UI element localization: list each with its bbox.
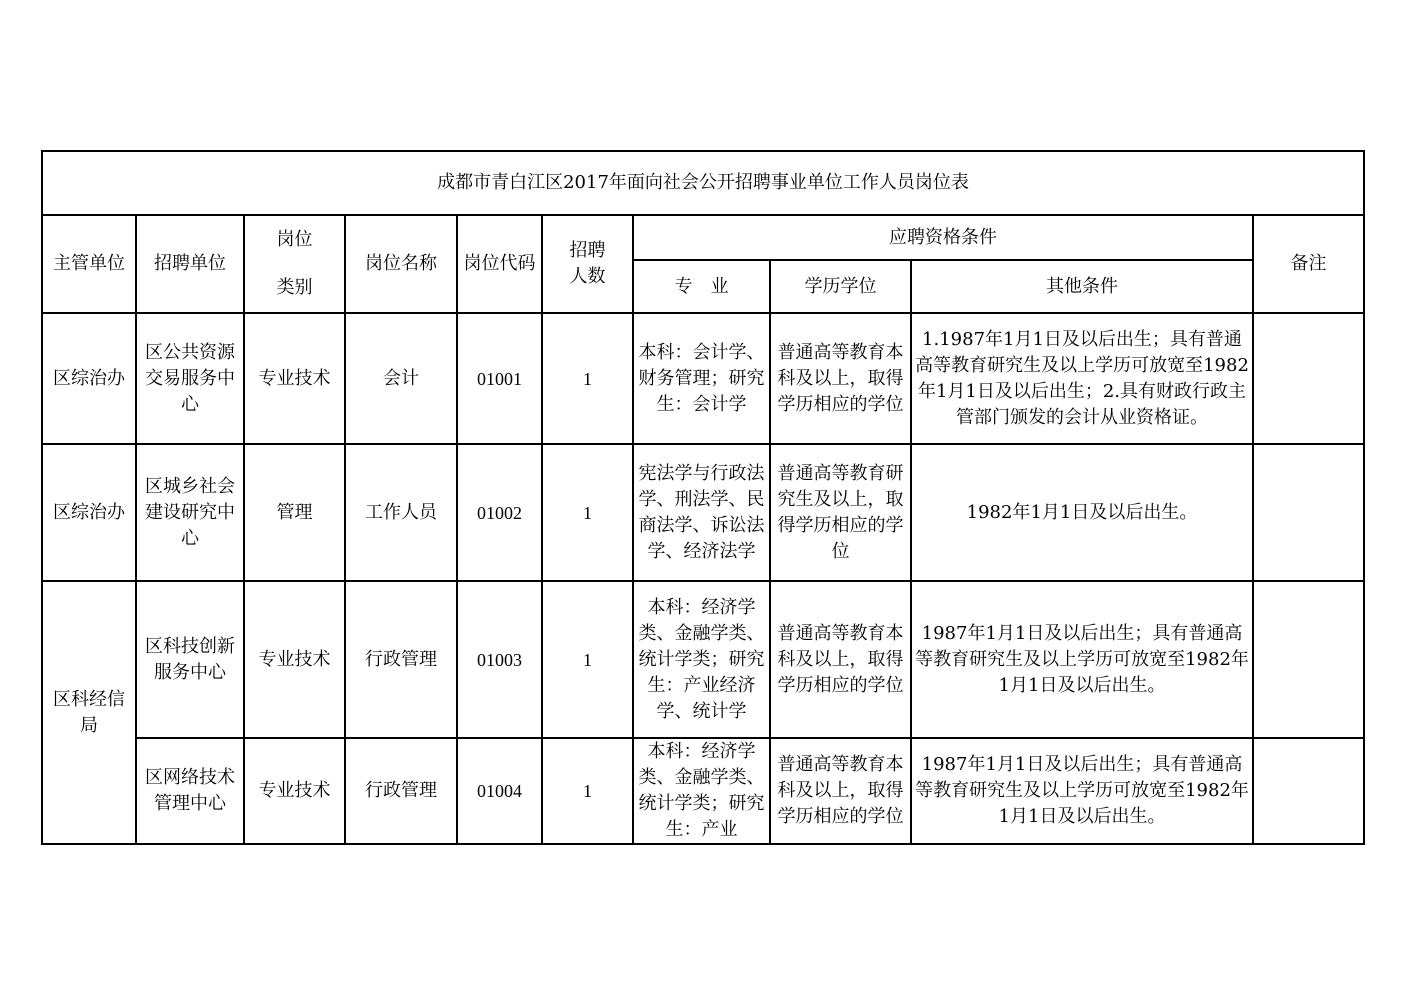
cell-major: 本科：会计学、财务管理；研究生：会计学 — [633, 313, 770, 444]
cell-post-name: 工作人员 — [345, 444, 457, 581]
cell-unit: 区网络技术管理中心 — [136, 738, 244, 844]
cell-supervisor: 区科经信局 — [42, 581, 136, 844]
cell-other: 1987年1月1日及以后出生；具有普通高等教育研究生及以上学历可放宽至1982年1月1日及以后出生。 — [911, 738, 1253, 844]
cell-remarks — [1253, 738, 1364, 844]
header-qualifications: 应聘资格条件 — [633, 215, 1253, 260]
cell-post-code: 01003 — [457, 581, 542, 738]
header-category — [244, 215, 345, 313]
cell-unit: 区科技创新服务中心 — [136, 581, 244, 738]
cell-count: 1 — [542, 581, 633, 738]
cell-unit: 区城乡社会建设研究中心 — [136, 444, 244, 581]
cell-count: 1 — [542, 313, 633, 444]
cell-remarks — [1253, 581, 1364, 738]
cell-post-name: 行政管理 — [345, 738, 457, 844]
cell-category: 专业技术 — [244, 581, 345, 738]
cell-supervisor: 区综治办 — [42, 313, 136, 444]
cell-remarks — [1253, 444, 1364, 581]
cell-post-code: 01002 — [457, 444, 542, 581]
header-other: 其他条件 — [911, 260, 1253, 313]
table-row — [42, 313, 1364, 444]
header-remarks: 备注 — [1253, 215, 1364, 313]
header-supervisor: 主管单位 — [42, 215, 136, 313]
header-unit: 招聘单位 — [136, 215, 244, 313]
cell-post-name: 会计 — [345, 313, 457, 444]
header-education: 学历学位 — [770, 260, 911, 313]
cell-category: 专业技术 — [244, 313, 345, 444]
cell-category: 管理 — [244, 444, 345, 581]
cell-education: 普通高等教育研究生及以上，取得学历相应的学位 — [770, 444, 911, 581]
cell-education: 普通高等教育本科及以上，取得学历相应的学位 — [770, 581, 911, 738]
cell-major: 本科：经济学类、金融学类、统计学类；研究生：产业 — [633, 738, 770, 844]
cell-other: 1987年1月1日及以后出生；具有普通高等教育研究生及以上学历可放宽至1982年1月1日及以后出生。 — [911, 581, 1253, 738]
cell-post-code: 01001 — [457, 313, 542, 444]
cell-supervisor: 区综治办 — [42, 444, 136, 581]
cell-major: 本科：经济学类、金融学类、统计学类；研究生：产业经济学、统计学 — [633, 581, 770, 738]
cell-category: 专业技术 — [244, 738, 345, 844]
cell-education: 普通高等教育本科及以上，取得学历相应的学位 — [770, 313, 911, 444]
header-post-name: 岗位名称 — [345, 215, 457, 313]
header-category-line2: 类别 — [276, 277, 313, 298]
cell-count: 1 — [542, 444, 633, 581]
table-row — [42, 444, 1364, 581]
header-count-line1: 招聘 — [569, 240, 606, 261]
cell-major: 宪法学与行政法学、刑法学、民商法学、诉讼法学、经济法学 — [633, 444, 770, 581]
table-row — [42, 581, 1364, 738]
cell-post-name: 行政管理 — [345, 581, 457, 738]
header-count — [542, 215, 633, 313]
cell-education: 普通高等教育本科及以上，取得学历相应的学位 — [770, 738, 911, 844]
header-category-line1: 岗位 — [276, 229, 313, 250]
cell-post-code: 01004 — [457, 738, 542, 844]
cell-other: 1.1987年1月1日及以后出生；具有普通高等教育研究生及以上学历可放宽至1982年1月1日及以后出生；2.具有财政行政主管部门颁发的会计从业资格证。 — [911, 313, 1253, 444]
cell-count: 1 — [542, 738, 633, 844]
header-major: 专 业 — [633, 260, 770, 313]
cell-remarks — [1253, 313, 1364, 444]
table-title: 成都市青白江区2017年面向社会公开招聘事业单位工作人员岗位表 — [42, 151, 1364, 215]
cell-unit: 区公共资源交易服务中心 — [136, 313, 244, 444]
table-row — [42, 738, 1364, 844]
cell-other: 1982年1月1日及以后出生。 — [911, 444, 1253, 581]
header-post-code: 岗位代码 — [457, 215, 542, 313]
recruitment-table — [41, 150, 1365, 845]
header-count-line2: 人数 — [569, 266, 606, 287]
